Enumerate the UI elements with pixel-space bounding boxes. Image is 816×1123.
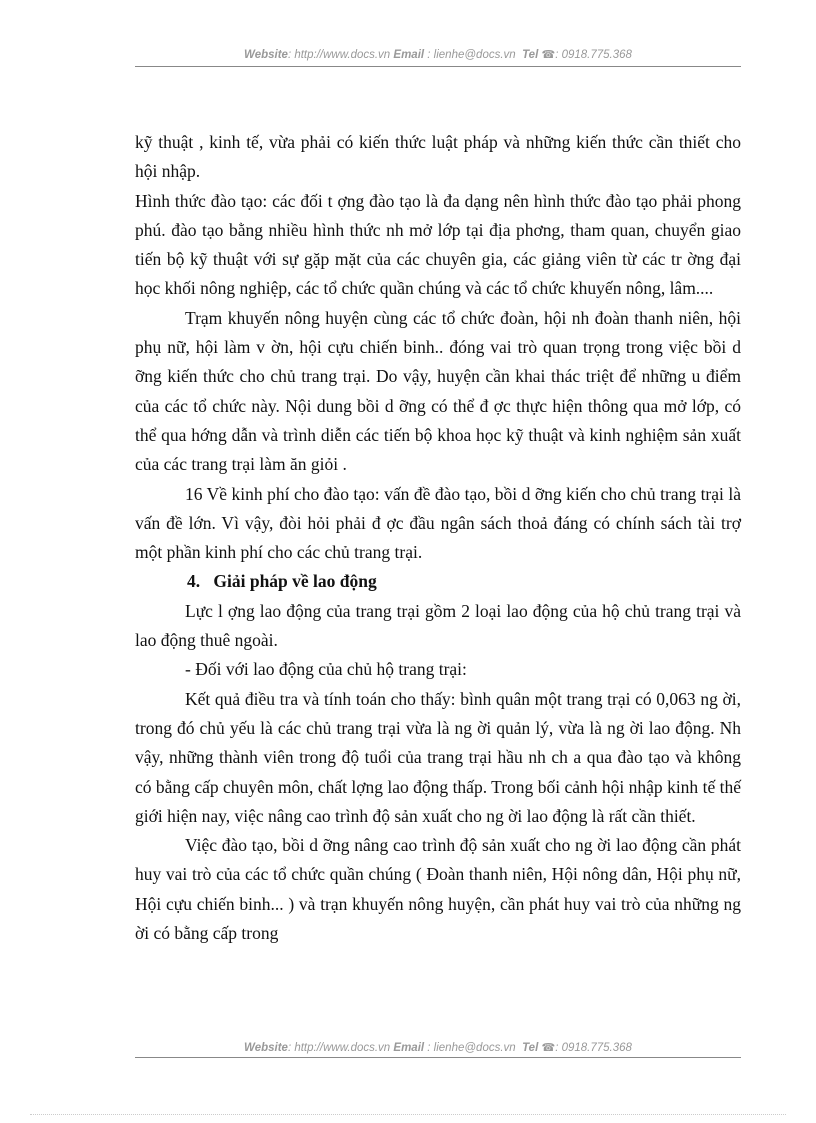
header-website-label: Website [244, 49, 288, 61]
header-email-value[interactable]: : lienhe@docs.vn [424, 49, 516, 61]
header-divider [135, 66, 741, 67]
footer-email-value[interactable]: : lienhe@docs.vn [424, 1042, 516, 1054]
paragraph: 16 Về kinh phí cho đào tạo: vấn đề đào tạo, bồi d ỡng kiến cho chủ trang trại là vấn đề lớn. Vì vậy, đòi hỏi phải đ ợc đầu ngân sách thoả đáng có chính sách tài trợ một phần kinh phí cho các chủ trang trại. [135, 483, 741, 563]
section-heading [135, 567, 741, 596]
section-number: 4. [187, 571, 201, 592]
paragraph: Hình thức đào tạo: các đối t ợng đào tạo là đa dạng nên hình thức đào tạo phải phong phú. đào tạo bằng nhiều hình thức nh mở lớp tại địa phơng, tham quan, chuyển giao tiến bộ kỹ thuật với sự gặp mặt của các chuyên gia, các giảng viên từ các tr ờng đại học khối nông nghiệp, các tổ chức quần chúng và các tổ chức khuyến nông, lâm.... [135, 190, 741, 299]
phone-icon: ☎ [541, 49, 556, 61]
section-title: Giải pháp về lao động [213, 571, 377, 592]
paragraph: Trạm khuyến nông huyện cùng các tổ chức đoàn, hội nh đoàn thanh niên, hội phụ nữ, hội làm v ờn, hội cựu chiến binh.. đóng vai trò quan trọng trong việc bồi d ỡng kiến thức cho chủ trang trại. Do vậy, huyện cần khai thác triệt để những u điểm của các tổ chức này. Nội dung bồi d ỡng có thể đ ợc thực hiện thông qua mở lớp, có thể qua hớng dẫn và trình diễn các tiến bộ khoa học kỹ thuật và kinh nghiệm sản xuất của các trang trại làm ăn giỏi . [135, 307, 741, 475]
header-email-label: Email [393, 49, 425, 61]
header-website-url[interactable]: : http://www.docs.vn [287, 49, 391, 61]
footer-divider [135, 1057, 741, 1058]
document-body [135, 128, 741, 948]
footer-tel-value: : 0918.775.368 [555, 1042, 632, 1054]
paragraph: kỹ thuật , kinh tế, vừa phải có kiến thức luật pháp và những kiến thức cần thiết cho hội nhập. [135, 132, 741, 182]
paragraph: Lực l ợng lao động của trang trại gồm 2 loại lao động của hộ chủ trang trại và lao động thuê ngoài. [135, 600, 741, 651]
paragraph: - Đối với lao động của chủ hộ trang trại: [185, 659, 467, 680]
paragraph: Việc đào tạo, bồi d ỡng nâng cao trình độ sản xuất cho ng ời lao động cần phát huy vai trò của các tổ chức quần chúng ( Đoàn thanh niên, Hội nông dân, Hội phụ nữ, Hội cựu chiến binh... ) và trạn khuyến nông huyện, cần phát huy vai trò của những ng ời có bằng cấp trong [135, 835, 741, 944]
footer-website-label: Website [244, 1042, 288, 1054]
footer-email-label: Email [393, 1042, 425, 1054]
page-footer [135, 1041, 741, 1054]
footer-website-url[interactable]: : http://www.docs.vn [287, 1042, 391, 1054]
header-tel-value: : 0918.775.368 [555, 49, 632, 61]
phone-icon: ☎ [541, 1042, 556, 1054]
header-tel-label: Tel [522, 49, 539, 61]
footer-tel-label: Tel [522, 1042, 539, 1054]
page-edge-divider [30, 1114, 786, 1115]
paragraph: Kết quả điều tra và tính toán cho thấy: bình quân một trang trại có 0,063 ng ời, trong đó chủ yếu là các chủ trang trại vừa là ng ời quản lý, vừa là ng ời lao động. Nh vậy, những thành viên trong độ tuổi của trang trại hầu nh ch a qua đào tạo và không có bằng cấp chuyên môn, chất lợng lao động thấp. Trong bối cảnh hội nhập kinh tế thế giới hiện nay, việc nâng cao trình độ sản xuất cho ng ời lao động là rất cần thiết. [135, 688, 741, 826]
page-header [135, 48, 741, 61]
